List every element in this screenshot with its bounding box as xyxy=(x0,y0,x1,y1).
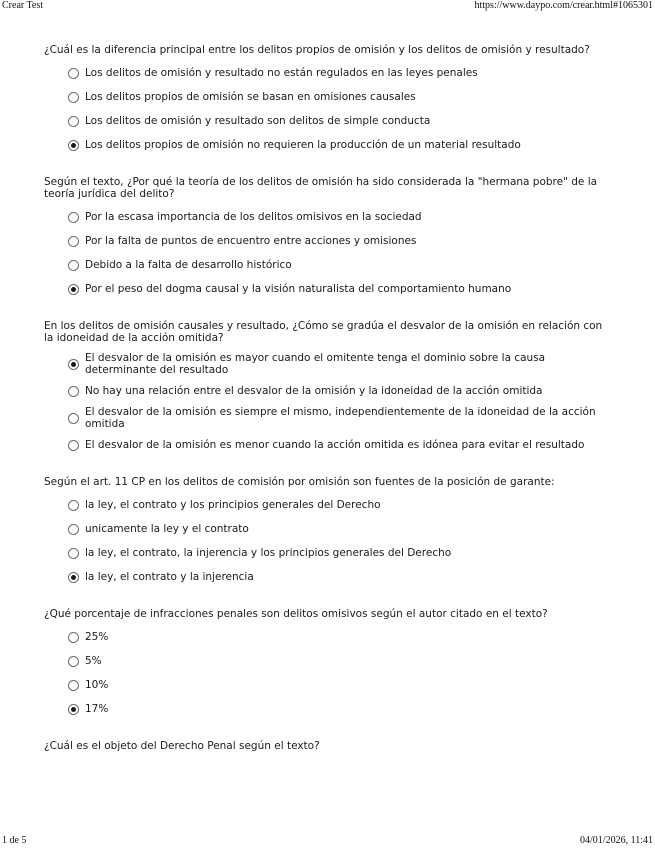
answer-options xyxy=(44,64,614,154)
answer-option-label: Por el peso del dogma causal y la visión naturalista del comportamiento humano xyxy=(85,283,512,295)
answer-option-label: 17% xyxy=(85,703,109,715)
answer-option-label: El desvalor de la omisión es siempre el mismo, independientemente de la idoneidad de la acción omitida xyxy=(85,406,596,430)
answer-option[interactable] xyxy=(68,436,614,454)
answer-option[interactable] xyxy=(68,568,614,586)
radio-unchecked-icon[interactable] xyxy=(68,413,79,424)
question-block xyxy=(44,740,614,752)
answer-option-label: El desvalor de la omisión es menor cuando la acción omitida es idónea para evitar el resultado xyxy=(85,439,585,451)
answer-option-label: Debido a la falta de desarrollo histórico xyxy=(85,259,292,271)
answer-option[interactable] xyxy=(68,112,614,130)
answer-option-label: Los delitos de omisión y resultado son delitos de simple conducta xyxy=(85,115,431,127)
quiz-question-list xyxy=(44,44,614,774)
radio-unchecked-icon[interactable] xyxy=(68,656,79,667)
answer-option[interactable] xyxy=(68,676,614,694)
answer-option[interactable] xyxy=(68,496,614,514)
question-block xyxy=(44,320,614,454)
question-block xyxy=(44,44,614,154)
radio-unchecked-icon[interactable] xyxy=(68,68,79,79)
radio-checked-icon[interactable] xyxy=(68,572,79,583)
radio-unchecked-icon[interactable] xyxy=(68,116,79,127)
answer-options xyxy=(44,628,614,718)
answer-option-label: unicamente la ley y el contrato xyxy=(85,523,249,535)
radio-unchecked-icon[interactable] xyxy=(68,632,79,643)
answer-option[interactable] xyxy=(68,382,614,400)
print-header-url: https://www.daypo.com/crear.html#1065301 xyxy=(474,0,653,11)
answer-option[interactable] xyxy=(68,136,614,154)
question-text: Según el texto, ¿Por qué la teoría de los delitos de omisión ha sido considerada la "hermana pobre" de la teoría jurídica del delito? xyxy=(44,176,598,200)
answer-option-label: 25% xyxy=(85,631,109,643)
print-footer xyxy=(0,835,655,847)
radio-checked-icon[interactable] xyxy=(68,704,79,715)
question-text: ¿Cuál es la diferencia principal entre los delitos propios de omisión y los delitos de omisión y resultado? xyxy=(44,44,590,56)
question-text: En los delitos de omisión causales y resultado, ¿Cómo se gradúa el desvalor de la omisión en relación con la idoneidad de la acción omitida? xyxy=(44,320,603,344)
radio-unchecked-icon[interactable] xyxy=(68,548,79,559)
answer-option-label: Por la falta de puntos de encuentro entre acciones y omisiones xyxy=(85,235,417,247)
answer-option[interactable] xyxy=(68,352,614,376)
radio-checked-icon[interactable] xyxy=(68,140,79,151)
answer-option-label: la ley, el contrato, la injerencia y los principios generales del Derecho xyxy=(85,547,452,559)
answer-option-label: Los delitos propios de omisión no requieren la producción de un material resultado xyxy=(85,139,521,151)
answer-option[interactable] xyxy=(68,208,614,226)
radio-unchecked-icon[interactable] xyxy=(68,500,79,511)
answer-option-label: Los delitos de omisión y resultado no están regulados en las leyes penales xyxy=(85,67,478,79)
answer-option[interactable] xyxy=(68,232,614,250)
answer-option[interactable] xyxy=(68,88,614,106)
question-block xyxy=(44,608,614,718)
answer-option[interactable] xyxy=(68,520,614,538)
answer-option[interactable] xyxy=(68,544,614,562)
answer-option-label: No hay una relación entre el desvalor de la omisión y la idoneidad de la acción omitida xyxy=(85,385,543,397)
answer-option-label: 10% xyxy=(85,679,109,691)
question-text: ¿Cuál es el objeto del Derecho Penal según el texto? xyxy=(44,740,320,752)
radio-unchecked-icon[interactable] xyxy=(68,524,79,535)
answer-option[interactable] xyxy=(68,256,614,274)
radio-unchecked-icon[interactable] xyxy=(68,212,79,223)
question-text: Según el art. 11 CP en los delitos de comisión por omisión son fuentes de la posición de garante: xyxy=(44,476,555,488)
answer-option-label: Los delitos propios de omisión se basan en omisiones causales xyxy=(85,91,416,103)
answer-option-label: la ley, el contrato y la injerencia xyxy=(85,571,254,583)
answer-option[interactable] xyxy=(68,406,614,430)
answer-option[interactable] xyxy=(68,700,614,718)
print-timestamp: 04/01/2026, 11:41 xyxy=(580,835,653,846)
radio-unchecked-icon[interactable] xyxy=(68,386,79,397)
answer-options xyxy=(44,352,614,454)
radio-checked-icon[interactable] xyxy=(68,284,79,295)
radio-unchecked-icon[interactable] xyxy=(68,236,79,247)
answer-option[interactable] xyxy=(68,652,614,670)
answer-option-label: El desvalor de la omisión es mayor cuando el omitente tenga el dominio sobre la causa determinante del resultado xyxy=(85,352,546,376)
page-counter: 1 de 5 xyxy=(2,835,27,846)
radio-unchecked-icon[interactable] xyxy=(68,440,79,451)
print-header xyxy=(0,0,655,12)
answer-option[interactable] xyxy=(68,280,614,298)
answer-options xyxy=(44,208,614,298)
answer-option-label: 5% xyxy=(85,655,102,667)
answer-options xyxy=(44,496,614,586)
radio-checked-icon[interactable] xyxy=(68,359,79,370)
radio-unchecked-icon[interactable] xyxy=(68,680,79,691)
answer-option[interactable] xyxy=(68,628,614,646)
radio-unchecked-icon[interactable] xyxy=(68,260,79,271)
radio-unchecked-icon[interactable] xyxy=(68,92,79,103)
answer-option-label: la ley, el contrato y los principios generales del Derecho xyxy=(85,499,381,511)
answer-option-label: Por la escasa importancia de los delitos omisivos en la sociedad xyxy=(85,211,422,223)
answer-option[interactable] xyxy=(68,64,614,82)
question-block xyxy=(44,476,614,586)
question-text: ¿Qué porcentaje de infracciones penales son delitos omisivos según el autor citado en el texto? xyxy=(44,608,548,620)
question-block xyxy=(44,176,614,298)
print-header-title: Crear Test xyxy=(2,0,44,11)
